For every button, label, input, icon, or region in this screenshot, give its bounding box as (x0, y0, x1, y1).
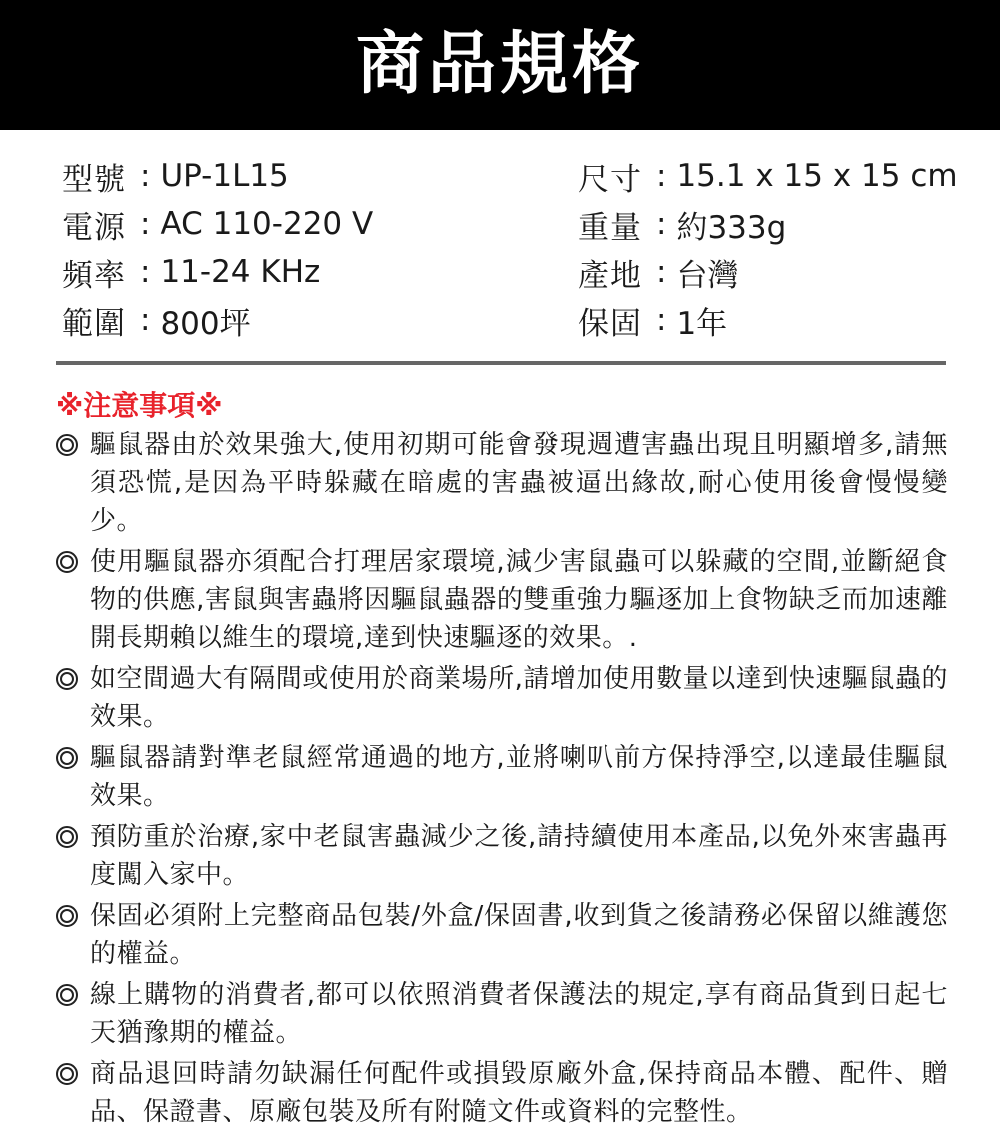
spec-value: 1年 (676, 305, 728, 342)
notice-item (56, 1055, 948, 1131)
notice-title: ※注意事項※ (56, 389, 223, 422)
spec-row-model (62, 152, 373, 200)
double-circle-bullet-icon (56, 1055, 86, 1093)
spec-colon: : (140, 158, 151, 194)
spec-colon: : (656, 158, 667, 194)
spec-label: 重量 (578, 209, 642, 246)
spec-colon: : (140, 302, 151, 338)
spec-row-origin (578, 248, 958, 296)
spec-colon: : (140, 254, 151, 290)
double-circle-bullet-icon (56, 897, 86, 935)
notice-item (56, 426, 948, 540)
notice-item-text: 驅鼠器由於效果強大,使用初期可能會發現週遭害蟲出現且明顯增多,請無須恐慌,是因為平時躲藏在暗處的害蟲被逼出緣故,耐心使用後會慢慢變少。 (90, 430, 948, 536)
notice-item-text: 使用驅鼠器亦須配合打理居家環境,減少害鼠蟲可以躲藏的空間,並斷絕食物的供應,害鼠與害蟲將因驅鼠蟲器的雙重強力驅逐加上食物缺乏而加速離開長期賴以維生的環境,達到快速驅逐的效果。. (90, 547, 948, 653)
spec-value: UP-1L15 (160, 158, 289, 194)
spec-row-warranty (578, 296, 958, 344)
spec-row-range (62, 296, 373, 344)
notice-item-text: 商品退回時請勿缺漏任何配件或損毀原廠外盒,保持商品本體、配件、贈品、保證書、原廠包裝及所有附隨文件或資料的完整性。 (90, 1059, 948, 1127)
double-circle-bullet-icon (56, 976, 86, 1014)
notice-item-text: 預防重於治療,家中老鼠害蟲減少之後,請持續使用本產品,以免外來害蟲再度闖入家中。 (90, 822, 948, 890)
spec-value: 15.1 x 15 x 15 cm (676, 158, 958, 194)
notice-item (56, 739, 948, 815)
double-circle-bullet-icon (56, 426, 86, 464)
notice-item-text: 驅鼠器請對準老鼠經常通過的地方,並將喇叭前方保持淨空,以達最佳驅鼠效果。 (90, 743, 948, 811)
spec-row-weight (578, 200, 958, 248)
notice-list (56, 426, 948, 1134)
spec-colon: : (656, 206, 667, 242)
notice-item (56, 543, 948, 657)
notice-item-text: 保固必須附上完整商品包裝/外盒/保固書,收到貨之後請務必保留以維護您的權益。 (90, 901, 948, 969)
spec-label: 尺寸 (578, 161, 642, 198)
spec-label: 電源 (62, 209, 126, 246)
notice-item-text: 線上購物的消費者,都可以依照消費者保護法的規定,享有商品貨到日起七天猶豫期的權益。 (90, 980, 948, 1048)
page-title: 商品規格 (355, 25, 644, 104)
notice-item (56, 976, 948, 1052)
section-divider (56, 361, 946, 365)
spec-value: 800坪 (160, 305, 251, 342)
specs-section (0, 0, 1000, 342)
spec-row-size (578, 152, 958, 200)
spec-colon: : (140, 206, 151, 242)
double-circle-bullet-icon (56, 660, 86, 698)
double-circle-bullet-icon (56, 739, 86, 777)
spec-label: 保固 (578, 305, 642, 342)
notice-item (56, 660, 948, 736)
spec-value: 約333g (676, 209, 787, 246)
notice-item (56, 818, 948, 894)
spec-value: 11-24 KHz (160, 254, 321, 290)
spec-label: 型號 (62, 161, 126, 198)
spec-colon: : (656, 302, 667, 338)
specs-right-column (578, 152, 958, 344)
spec-row-power (62, 200, 373, 248)
spec-label: 產地 (578, 257, 642, 294)
spec-colon: : (656, 254, 667, 290)
double-circle-bullet-icon (56, 818, 86, 856)
double-circle-bullet-icon (56, 543, 86, 581)
notice-item-text: 如空間過大有隔間或使用於商業場所,請增加使用數量以達到快速驅鼠蟲的效果。 (90, 664, 948, 732)
spec-label: 頻率 (62, 257, 126, 294)
specs-left-column (62, 152, 373, 344)
spec-label: 範圍 (62, 305, 126, 342)
spec-value: 台灣 (676, 257, 739, 294)
spec-row-frequency (62, 248, 373, 296)
notice-item (56, 897, 948, 973)
spec-value: AC 110-220 V (160, 206, 374, 242)
